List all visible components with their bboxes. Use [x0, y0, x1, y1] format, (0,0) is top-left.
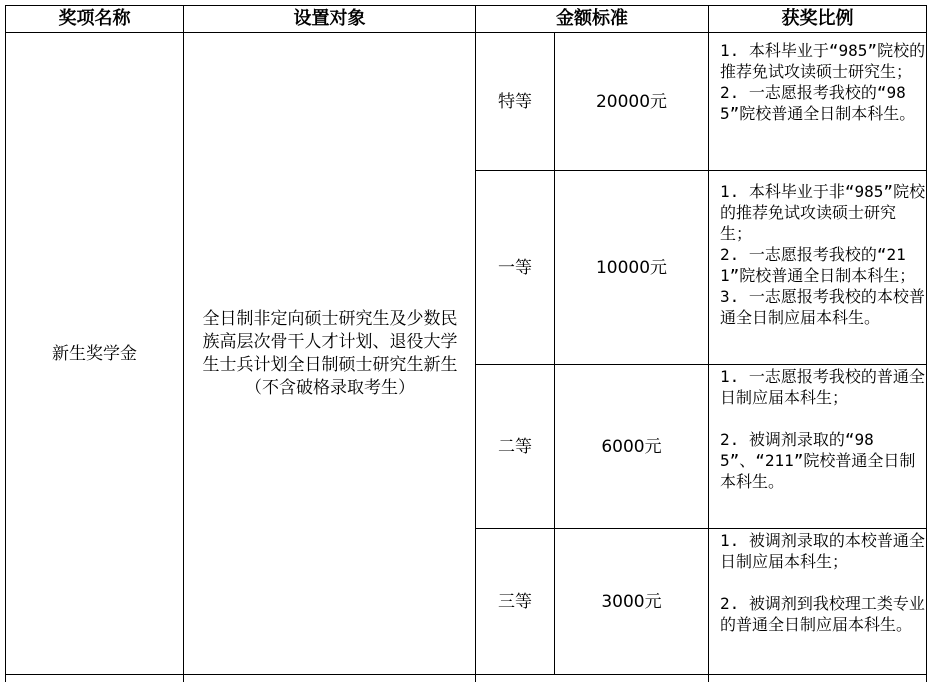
header-target: 设置对象: [293, 8, 366, 29]
ratio-line: 2. 一志愿报考我校的“211”院校普通全日制本科生；3. 一志愿报考我校的本校普通全日制应届本科生。: [720, 245, 925, 327]
amount-cell: 6000元: [601, 436, 662, 457]
award-name-cell: 新生奖学金: [52, 343, 137, 364]
ratio-line: 1. 一志愿报考我校的普通全日制应届本科生；: [720, 367, 925, 407]
ratio-line-blank: [720, 572, 926, 593]
ratio-line: 2. 被调剂到我校理工类专业的普通全日制应届本科生。: [720, 594, 925, 634]
grade-cell: 三等: [498, 591, 532, 612]
ratio-line: 1. 本科毕业于非“985”院校的推荐免试攻读硕士研究生；: [720, 182, 926, 243]
grade-cell: 特等: [498, 91, 532, 112]
ratio-cell: [709, 366, 926, 492]
grade-cell: 一等: [498, 257, 532, 278]
ratio-cell: [709, 530, 926, 635]
table-border-bottom: [5, 674, 927, 675]
header-award-name: 奖项名称: [58, 8, 131, 29]
ratio-line: 1. 本科毕业于“985”院校的推荐免试攻读硕士研究生；: [720, 41, 926, 81]
grade-cell: 二等: [498, 436, 532, 457]
ratio-line-blank: [720, 408, 926, 429]
award-target-cell: 全日制非定向硕士研究生及少数民族高层次骨干人才计划、退役大学生士兵计划全日制硕士研究生新生（不含破格录取考生）: [202, 308, 458, 398]
amount-cell: 3000元: [601, 591, 662, 612]
ratio-cell: [709, 40, 926, 124]
amount-cell: 10000元: [595, 257, 668, 278]
header-ratio: 获奖比例: [781, 8, 854, 29]
ratio-line: 2. 一志愿报考我校的“985”院校普通全日制本科生。: [720, 83, 916, 123]
ratio-line: 2. 被调剂录取的“985”、“211”院校普通全日制本科生。: [720, 430, 916, 491]
ratio-line: 1. 被调剂录取的本校普通全日制应届本科生；: [720, 531, 925, 571]
ratio-cell: [709, 181, 926, 328]
amount-cell: 20000元: [595, 91, 668, 112]
table-border-right: [926, 5, 927, 682]
col-divider: [183, 5, 184, 682]
header-amount: 金额标准: [556, 8, 628, 29]
